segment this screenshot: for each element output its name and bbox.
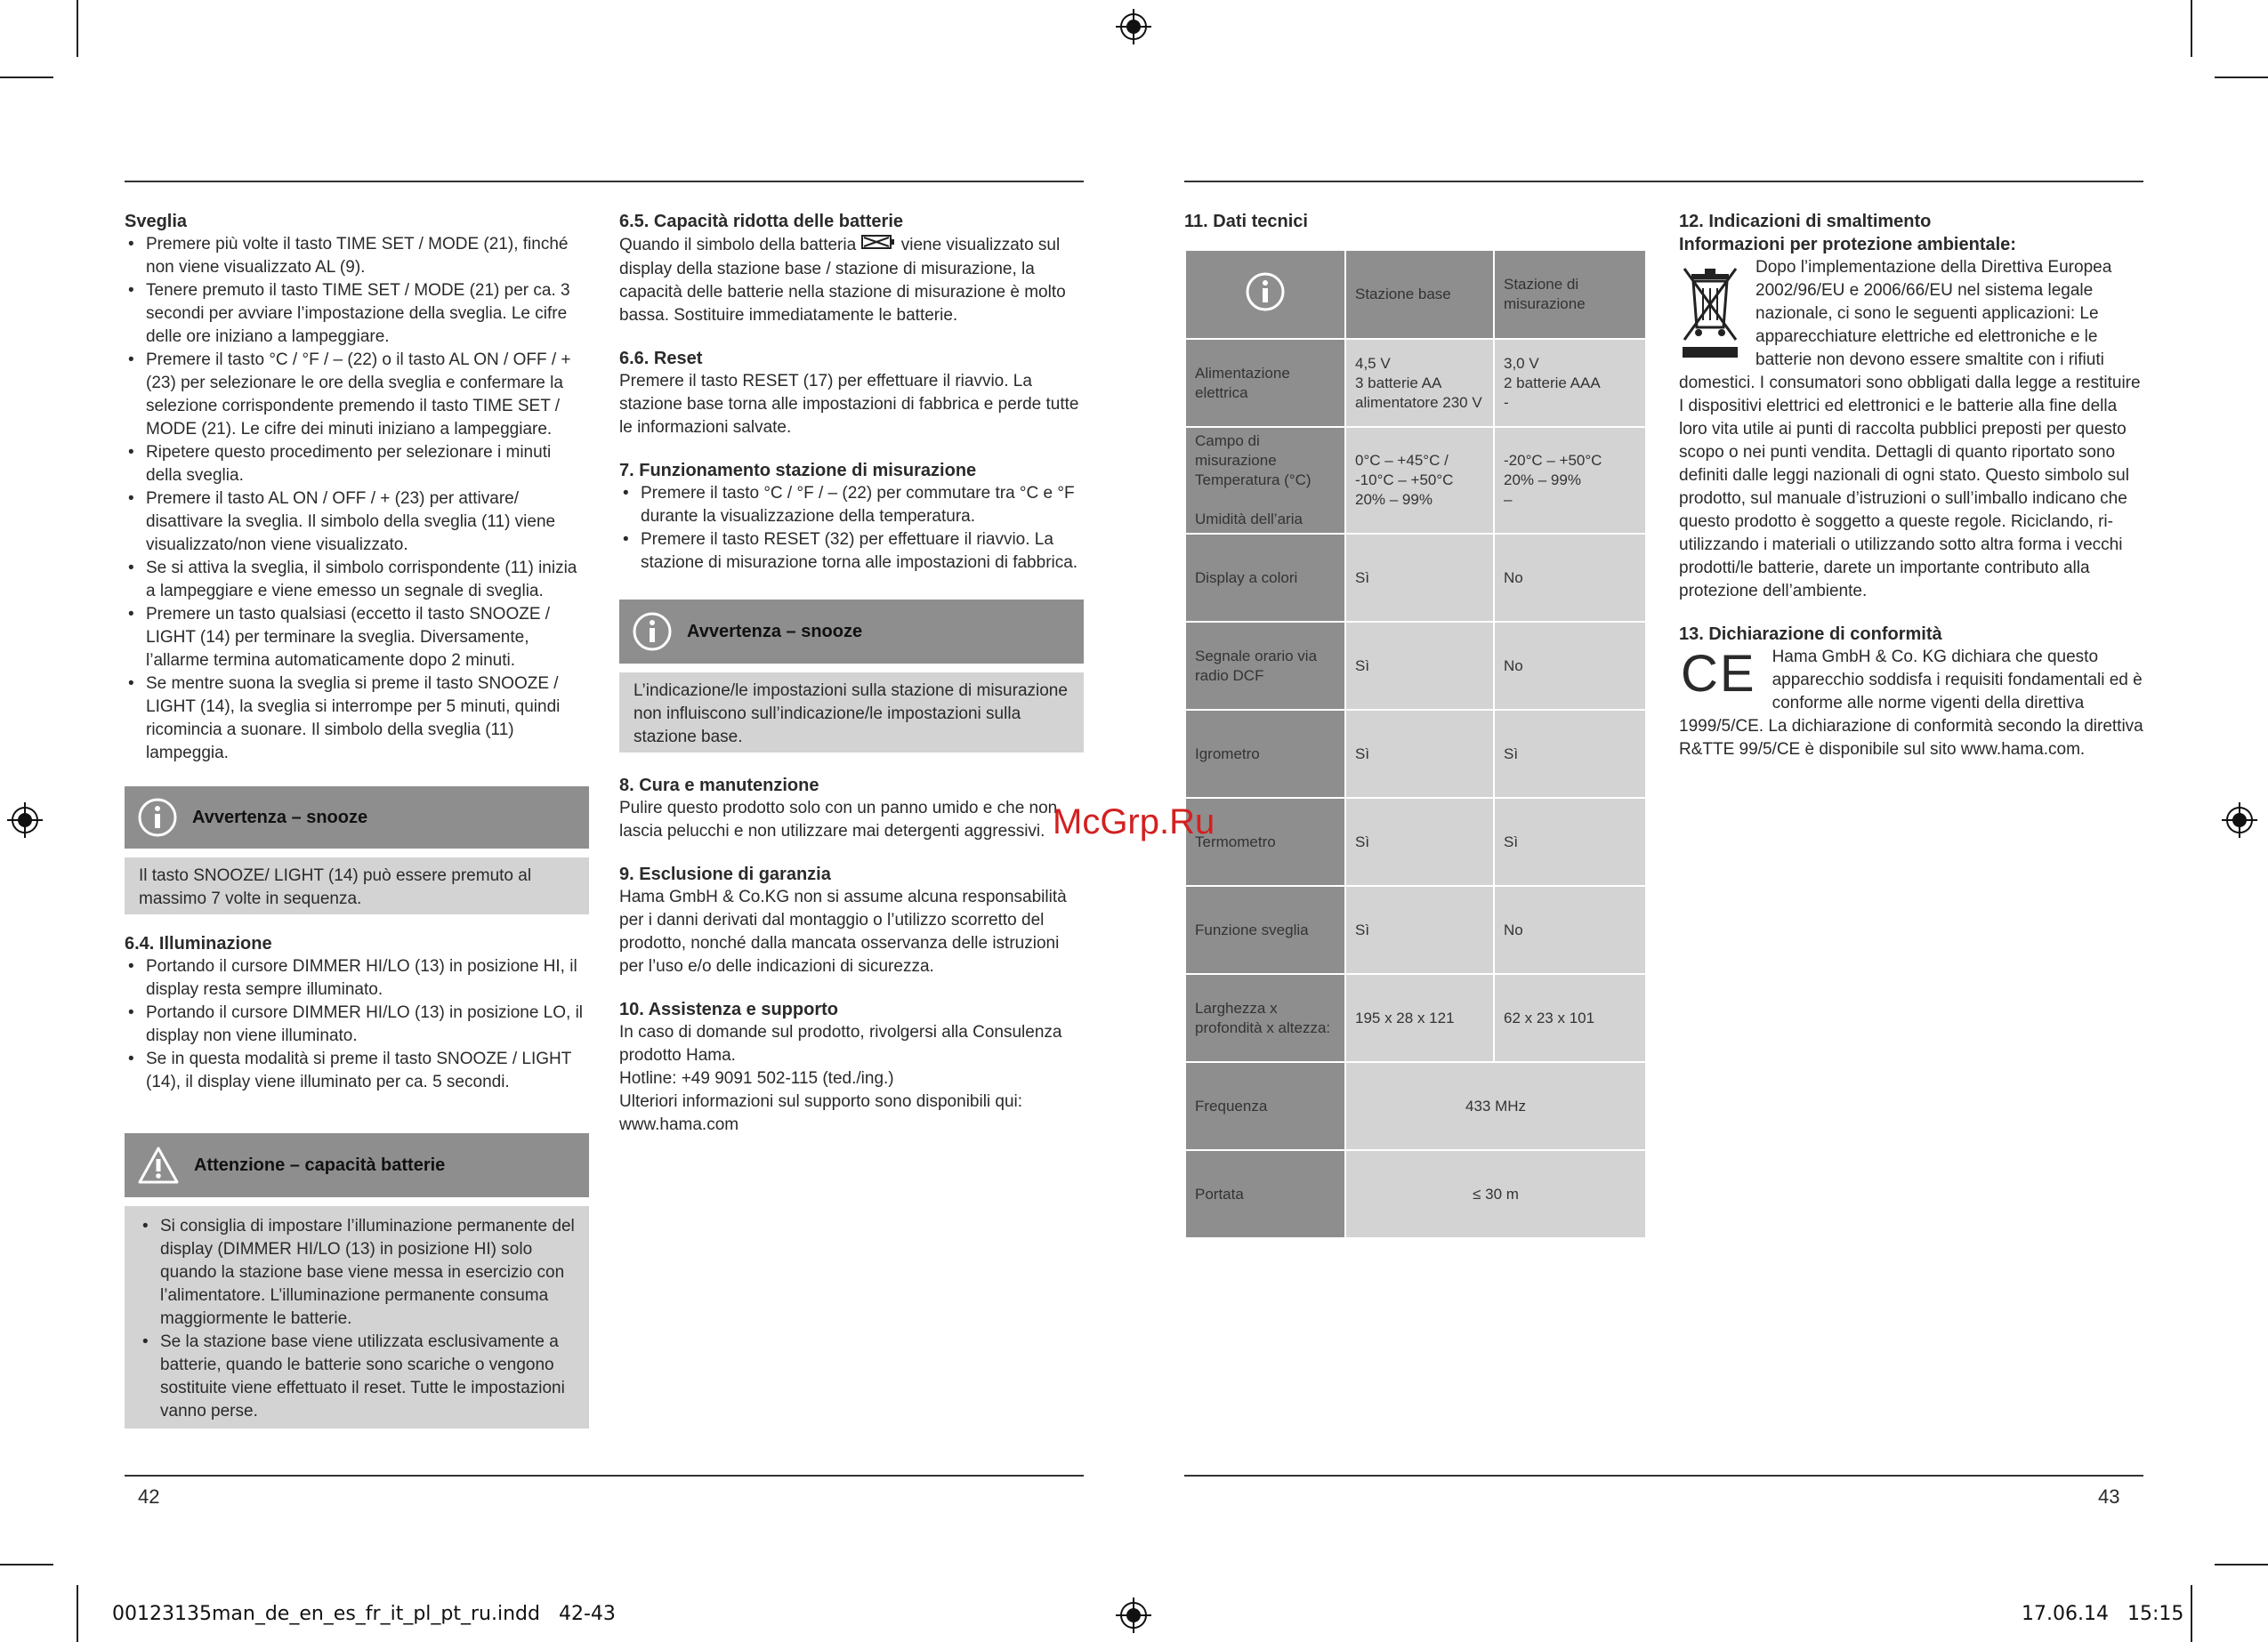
list-item: • Si consiglia di impostare l’illuminazione permanente del display (DIMMER HI/LO (13) in posizione HI) solo quando la stazione base viene messa in esercizio con l’alimentatore. L’illuminazione permanente consuma maggiormente le batterie. <box>139 1215 575 1331</box>
paragraph: In caso di domande sul prodotto, rivolgersi alla Consulenza prodotto Hama. <box>619 1023 1062 1065</box>
crop-mark <box>77 0 78 57</box>
weee-bin-icon <box>1679 262 1741 366</box>
table-row <box>1185 622 1646 710</box>
crop-mark <box>2215 76 2268 78</box>
warning-list <box>139 1215 575 1423</box>
cell-base: 0°C – +45°C / -10°C – +50°C 20% – 99% <box>1345 427 1494 534</box>
row-label: Larghezza x profondità x altezza: <box>1185 974 1345 1062</box>
footer-filename: 00123135man_de_en_es_fr_it_pl_pt_ru.indd 42-43 <box>112 1603 616 1625</box>
middle-column-lower <box>619 774 1084 1137</box>
row-label: Funzione sveglia <box>1185 886 1345 974</box>
bottom-rule-left <box>125 1475 1084 1477</box>
crop-mark <box>0 76 53 78</box>
list-item: • Premere il tasto °C / °F / – (22) o il tasto AL ON / OFF / + (23) per selezionare le ore della sveglia e confermare la selezione corrispondente premendo il tasto TIME SET / MODE (21). Le cifre dei minuti iniziano a lampeggiare. <box>125 349 589 441</box>
note-box-title: Avvertenza – snooze <box>192 807 368 827</box>
footer-date: 17.06.14 15:15 <box>2022 1603 2184 1625</box>
crop-mark <box>2215 1564 2268 1566</box>
spec-title: 11. Dati tecnici <box>1184 212 1308 231</box>
table-row <box>1185 534 1646 622</box>
cell-frequency: 433 MHz <box>1345 1062 1646 1150</box>
paragraph <box>619 233 1084 327</box>
table-row <box>1185 1150 1646 1238</box>
ce-mark: CE <box>1681 645 1756 703</box>
paragraph: Ulteriori informazioni sul supporto sono disponibili qui: www.hama.com <box>619 1092 1023 1134</box>
list-item: • Premere più volte il tasto TIME SET / MODE (21), finché non viene visualizzato AL (9). <box>125 233 589 279</box>
paragraph: Premere il tasto RESET (17) per effettuare il riavvio. La stazione base torna alle impostazioni di fabbrica e perde tutte le informazioni salvate. <box>619 372 1079 437</box>
watermark: McGrp.Ru <box>1053 802 1215 841</box>
left-column <box>125 210 589 765</box>
illumination-list <box>125 955 589 1094</box>
crop-mark <box>0 1564 53 1566</box>
table-row <box>1185 886 1646 974</box>
list-item: • Premere il tasto RESET (32) per effettuare il riavvio. La stazione di misurazione torna alle impostazioni di fabbrica. <box>619 528 1084 575</box>
cell-sensor: No <box>1494 622 1646 710</box>
spec-table <box>1184 249 1647 1239</box>
s7-list <box>619 482 1084 575</box>
row-label: Alimentazione elettrica <box>1185 339 1345 427</box>
table-row <box>1185 427 1646 534</box>
info-icon <box>137 797 178 838</box>
note-box-header <box>125 786 589 849</box>
bottom-rule-right <box>1184 1475 2143 1477</box>
row-label: Termometro <box>1185 798 1345 886</box>
snooze-note-box-2 <box>619 600 1084 753</box>
table-header: Stazione di misurazione <box>1494 250 1646 339</box>
battery-warning-box <box>125 1133 589 1429</box>
row-label: Display a colori <box>1185 534 1345 622</box>
crop-mark <box>77 1585 78 1642</box>
table-header: Stazione base <box>1345 250 1494 339</box>
cell-sensor: 3,0 V 2 batterie AAA - <box>1494 339 1646 427</box>
cell-range: ≤ 30 m <box>1345 1150 1646 1238</box>
section-title: 9. Esclusione di garanzia <box>619 865 831 884</box>
list-item: • Tenere premuto il tasto TIME SET / MODE (21) per ca. 3 secondi per avviare l’impostazione della sveglia. Le cifre delle ore iniziano a lampeggiare. <box>125 279 589 349</box>
top-rule-right <box>1184 181 2143 182</box>
registration-mark-icon <box>7 802 43 838</box>
list-item: • Se la stazione base viene utilizzata esclusivamente a batterie, quando le batterie sono scariche o vengono sostituite viene effettuato il reset. Tutte le impostazioni vanno perse. <box>139 1331 575 1423</box>
table-row <box>1185 974 1646 1062</box>
list-item: • Portando il cursore DIMMER HI/LO (13) in posizione LO, il display non viene illuminato. <box>125 1002 589 1048</box>
row-label: Igrometro <box>1185 710 1345 798</box>
battery-low-icon <box>860 233 896 258</box>
cell-base: Sì <box>1345 798 1494 886</box>
info-icon <box>632 611 673 652</box>
section-title: Sveglia <box>125 212 188 231</box>
section-subtitle: Informazioni per protezione ambientale: <box>1679 235 2016 254</box>
section-title: 10. Assistenza e supporto <box>619 1000 838 1019</box>
table-row <box>1185 798 1646 886</box>
sveglia-list <box>125 233 589 765</box>
section-title: 13. Dichiarazione di conformità <box>1679 624 1942 644</box>
cell-sensor: 62 x 23 x 101 <box>1494 974 1646 1062</box>
list-item: • Se in questa modalità si preme il tasto SNOOZE / LIGHT (14), il display viene illuminato per ca. 5 secondi. <box>125 1048 589 1094</box>
section-title: 6.5. Capacità ridotta delle batterie <box>619 212 903 231</box>
cell-sensor: Sì <box>1494 710 1646 798</box>
list-item: • Premere il tasto °C / °F / – (22) per commutare tra °C e °F durante la visualizzazione della temperatura. <box>619 482 1084 528</box>
cell-sensor: -20°C – +50°C 20% – 99% – <box>1494 427 1646 534</box>
table-row <box>1185 339 1646 427</box>
snooze-note-box <box>125 786 589 914</box>
top-rule-left <box>125 181 1084 182</box>
section-title: 8. Cura e manutenzione <box>619 776 819 795</box>
cell-base: Sì <box>1345 710 1494 798</box>
cell-base: Sì <box>1345 886 1494 974</box>
warning-box-body <box>125 1206 589 1429</box>
paragraph: Dopo l’implementazione della Direttiva Europea 2002/96/EU e 2006/66/EU nel sistema legale nazionale, ci sono le seguenti applicazioni: Le apparecchiature elettriche ed elettroniche e le batterie non devono essere smaltite con i rifiuti domestici. I consumatori sono obbligati dalla legge a restituire I dispositivi elettrici ed elettronici e le batterie alla fine della loro vita utile ai punti di raccolta pubblici preposti per questo scopo o nei punti vendita. Dettagli di quanto riportato sono definiti dalle leggi nazionali di ogni stato. Questo simbolo sul prodotto, sul manuale d’istruzioni o sull’imballo indicano che questo prodotto è soggetto a queste regole. Riciclando, ri-utilizzando i materiali o utilizzando sotto altra forma i vecchi prodotti/le batterie, darete un importante contributo alla protezione dell’ambiente. <box>1679 258 2141 600</box>
table-row <box>1185 250 1646 339</box>
table-row <box>1185 710 1646 798</box>
cell-base: 195 x 28 x 121 <box>1345 974 1494 1062</box>
paragraph-text: viene visualizzato sul display della stazione base / stazione di misurazione, la capacità delle batterie nella stazione di misurazione è molto bassa. Sostituire immediatamente le batterie. <box>619 236 1066 325</box>
paragraph-text: Quando il simbolo della batteria <box>619 236 857 255</box>
warning-icon <box>137 1146 180 1185</box>
note-box-body: Il tasto SNOOZE/ LIGHT (14) può essere premuto al massimo 7 volte in sequenza. <box>125 857 589 914</box>
cell-base: Sì <box>1345 534 1494 622</box>
crop-mark <box>2191 0 2192 57</box>
registration-mark-icon <box>1116 1598 1151 1633</box>
paragraph: Hama GmbH & Co. KG dichiara che questo apparecchio soddisfa i requisiti fondamentali ed è conforme alle norme vigenti della direttiva 1999/5/CE. La dichiarazione di conformità secondo la direttiva R&TTE 99/5/CE è disponibile sul sito www.hama.com. <box>1679 648 2143 759</box>
page-number-left: 42 <box>138 1485 160 1508</box>
list-item: • Premere un tasto qualsiasi (eccetto il tasto SNOOZE / LIGHT (14) per terminare la sveglia. Diversamente, l’allarme termina automaticamente dopo 2 minuti. <box>125 603 589 672</box>
paragraph: Hama GmbH & Co.KG non si assume alcuna responsabilità per i danni derivati dal montaggio o l’utilizzo scorretto del prodotto, nonché dalla mancata osservanza delle istruzioni per l’uso e/o delle indicazioni di sicurezza. <box>619 888 1067 976</box>
cell-sensor: No <box>1494 534 1646 622</box>
warning-box-title: Attenzione – capacità batterie <box>194 1155 446 1175</box>
header-icon-cell <box>1185 250 1345 339</box>
warning-box-header <box>125 1133 589 1197</box>
note-box-title: Avvertenza – snooze <box>687 621 863 641</box>
info-icon <box>1245 271 1286 312</box>
right-column <box>1679 210 2143 761</box>
row-label: Segnale orario via radio DCF <box>1185 622 1345 710</box>
cell-sensor: No <box>1494 886 1646 974</box>
page-number-right: 43 <box>2098 1485 2120 1508</box>
list-item: • Se si attiva la sveglia, il simbolo corrispondente (11) inizia a lampeggiare e viene emesso un segnale di sveglia. <box>125 557 589 603</box>
section-title: 6.6. Reset <box>619 349 703 368</box>
row-label: Campo di misurazione Temperatura (°C) Umidità dell’aria <box>1185 427 1345 534</box>
cell-sensor: Sì <box>1494 798 1646 886</box>
registration-mark-icon <box>2222 802 2257 838</box>
hotline: Hotline: +49 9091 502-115 (ted./ing.) <box>619 1069 894 1088</box>
note-box-body: L’indicazione/le impostazioni sulla stazione di misurazione non influiscono sull’indicazione/le impostazioni sulla stazione base. <box>619 672 1084 753</box>
note-box-header <box>619 600 1084 664</box>
section-title: 12. Indicazioni di smaltimento <box>1679 212 1932 231</box>
row-label: Frequenza <box>1185 1062 1345 1150</box>
illumination-section <box>125 932 589 1094</box>
registration-mark-icon <box>1116 9 1151 44</box>
section-title: 7. Funzionamento stazione di misurazione <box>619 461 977 480</box>
list-item: • Ripetere questo procedimento per selezionare i minuti della sveglia. <box>125 441 589 487</box>
row-label: Portata <box>1185 1150 1345 1238</box>
cell-base: 4,5 V 3 batterie AA alimentatore 230 V <box>1345 339 1494 427</box>
paragraph: Pulire questo prodotto solo con un panno umido e che non lascia pelucchi e non utilizzare mai detergenti aggressivi. <box>619 799 1058 841</box>
middle-column <box>619 210 1084 575</box>
list-item: • Premere il tasto AL ON / OFF / + (23) per attivare/ disattivare la sveglia. Il simbolo della sveglia (11) viene visualizzato/non viene visualizzato. <box>125 487 589 557</box>
cell-base: Sì <box>1345 622 1494 710</box>
crop-mark <box>2191 1585 2192 1642</box>
list-item: • Portando il cursore DIMMER HI/LO (13) in posizione HI, il display resta sempre illuminato. <box>125 955 589 1002</box>
list-item: • Se mentre suona la sveglia si preme il tasto SNOOZE / LIGHT (14), la sveglia si interrompe per 5 minuti, quindi ricomincia a suonare. Il simbolo della sveglia (11) lampeggia. <box>125 672 589 765</box>
table-row <box>1185 1062 1646 1150</box>
section-title: 6.4. Illuminazione <box>125 934 272 954</box>
